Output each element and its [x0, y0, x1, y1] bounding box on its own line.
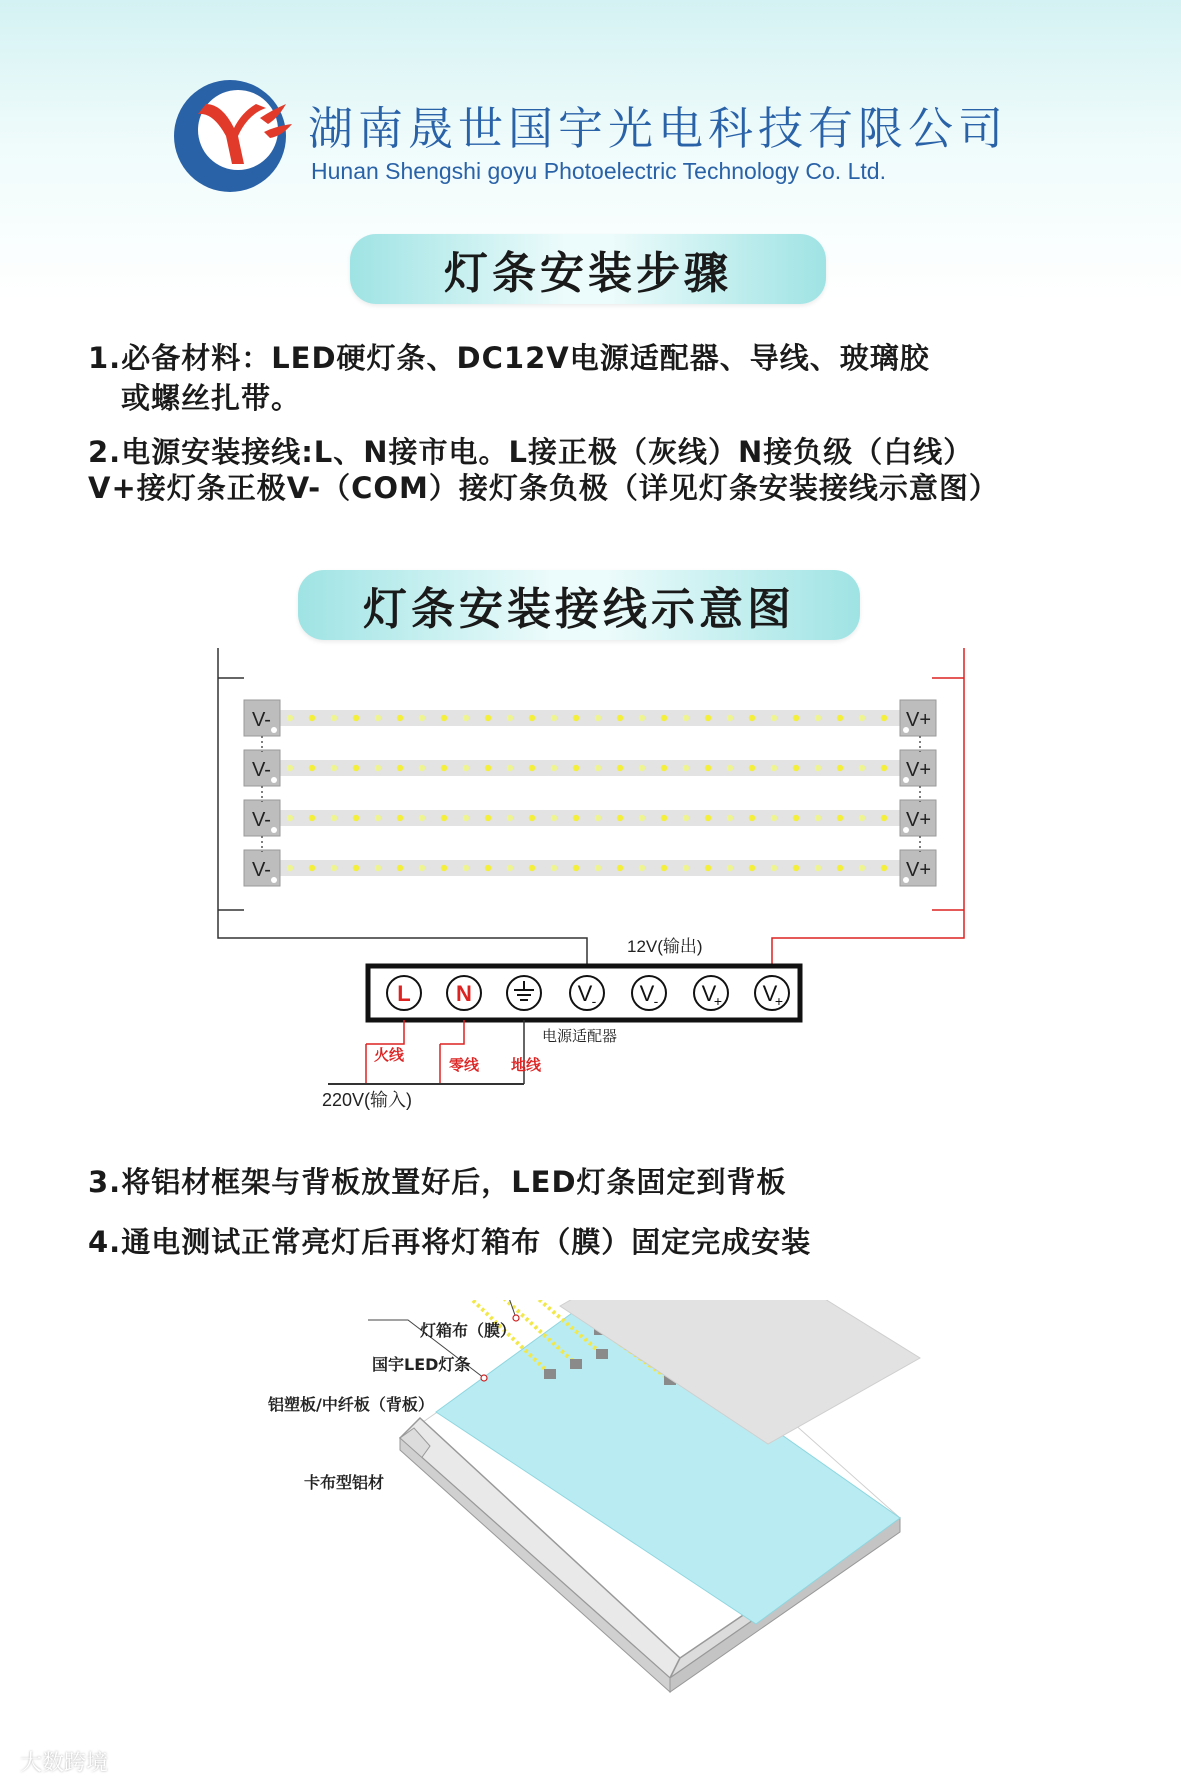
- terminal-v4: V: [762, 981, 778, 1006]
- vminus-label-1: V-: [252, 709, 271, 731]
- ground-icon: [507, 976, 541, 1010]
- input-label: 220V(输入): [322, 1090, 413, 1110]
- watermark: 大数跨境: [20, 1751, 109, 1776]
- section-title-install-steps: 灯条安装步骤: [350, 234, 826, 304]
- terminal-v2: V: [639, 981, 655, 1006]
- assembly-diagram: [260, 1300, 940, 1700]
- output-label: 12V(输出): [627, 937, 703, 956]
- vminus-label-2: V-: [252, 759, 271, 781]
- vplus-label-1: V+: [906, 709, 932, 731]
- label-fabric: 灯箱布（膜）: [420, 1321, 517, 1340]
- adapter-label: 电源适配器: [542, 1028, 618, 1045]
- step1-line2: 或螺丝扎带。: [121, 381, 302, 415]
- vplus-label-4: V+: [906, 859, 932, 881]
- vminus-label-3: V-: [252, 809, 271, 831]
- step4: 4.通电测试正常亮灯后再将灯箱布（膜）固定完成安装: [88, 1225, 812, 1259]
- zero-wire-label: 零线: [449, 1057, 480, 1074]
- step2-line1: 2.电源安装接线:L、N接市电。L接正极（灰线）N接负级（白线）: [88, 435, 974, 469]
- section-title-wiring-diagram: 灯条安装接线示意图: [298, 570, 860, 640]
- step3: 3.将铝材框架与背板放置好后，LED灯条固定到背板: [88, 1165, 787, 1199]
- step1-line1: 1.必备材料：LED硬灯条、DC12V电源适配器、导线、玻璃胶: [88, 341, 930, 375]
- company-name-en: Hunan Shengshi goyu Photoelectric Technology Co. Ltd.: [311, 158, 886, 184]
- fire-wire-label: 火线: [374, 1047, 405, 1064]
- step2-line2: V+接灯条正极V-（COM）接灯条负极（详见灯条安装接线示意图）: [88, 471, 999, 505]
- terminal-N: N: [456, 981, 472, 1006]
- gy-logo-icon: [168, 74, 298, 198]
- wiring-diagram: [212, 648, 992, 1118]
- vplus-label-2: V+: [906, 759, 932, 781]
- ground-wire-label: 地线: [511, 1057, 542, 1074]
- svg-text:-: -: [653, 993, 659, 1009]
- vplus-label-3: V+: [906, 809, 932, 831]
- label-back-board: 铝塑板/中纤板（背板）: [268, 1395, 434, 1414]
- svg-text:+: +: [774, 993, 784, 1009]
- terminal-v3: V: [701, 981, 717, 1006]
- terminal-v1: V: [577, 981, 593, 1006]
- svg-text:-: -: [591, 993, 597, 1009]
- svg-text:+: +: [713, 993, 723, 1009]
- label-led-strip: 国宇LED灯条: [372, 1355, 471, 1374]
- company-name-cn: 湖南晟世国宇光电科技有限公司: [308, 102, 1009, 155]
- label-aluminum-frame: 卡布型铝材: [304, 1473, 385, 1492]
- terminal-L: L: [397, 981, 411, 1006]
- vminus-label-4: V-: [252, 859, 271, 881]
